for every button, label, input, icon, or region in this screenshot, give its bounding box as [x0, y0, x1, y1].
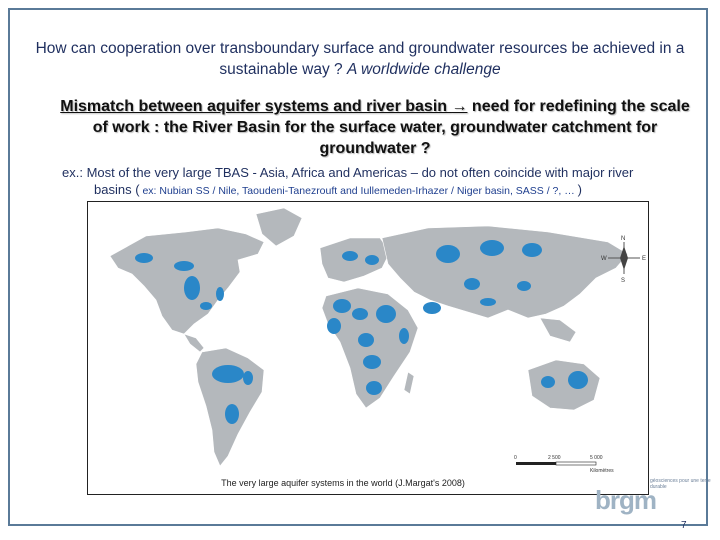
aquifer-nubian: [376, 305, 396, 323]
example-text: [62, 164, 692, 200]
aquifer-west-siberia: [436, 245, 460, 263]
australia: [528, 360, 600, 410]
compass-n: N: [621, 236, 626, 242]
aquifer-great-artesian: [568, 371, 588, 389]
slide-heading: [60, 96, 690, 159]
example-close: ): [577, 182, 582, 197]
europe: [320, 238, 390, 282]
aquifer-central-asia: [464, 278, 480, 290]
greenland: [256, 208, 302, 246]
aquifer-atlantic: [216, 287, 224, 301]
compass-w: W: [601, 256, 607, 262]
asia: [382, 226, 628, 318]
central-america: [184, 334, 204, 352]
map-svg: [88, 202, 648, 494]
aquifer-canning: [541, 376, 555, 388]
compass-e: E: [642, 256, 647, 262]
aquifer-ogaden: [399, 328, 409, 344]
logo-tagline: géosciences pour une terre durable: [650, 478, 711, 490]
aquifer-east-europe: [365, 255, 379, 265]
aquifer-yakutia: [522, 243, 542, 257]
heading-rest: need for redefining the scale of work : the River Basin for the surface water, groundwater catchment for groundwater ?: [92, 98, 690, 157]
map-caption: The very large aquifer systems in the world (J.Margat's 2008): [221, 478, 465, 488]
aquifer-gulf-coast: [200, 302, 212, 310]
aquifer-guarani: [225, 404, 239, 424]
aquifer-canada: [174, 261, 194, 271]
heading-underlined: [60, 98, 467, 115]
example-basins: basins (: [94, 182, 140, 197]
title-main: How can cooperation over transboundary surface and groundwater resources be achieved in a sustainable way ?: [35, 40, 685, 78]
slide-title: [20, 38, 700, 80]
aquifer-great-plains: [184, 276, 200, 300]
title-subtitle: A worldwide challenge: [346, 61, 501, 78]
example-line-2: [62, 181, 692, 200]
heading-underlined-text: Mismatch between aquifer systems and river basin: [60, 98, 452, 115]
aquifer-indus-ganges: [480, 298, 496, 306]
scale-bar: [514, 455, 614, 474]
example-list: ex: Nubian SS / Nile, Taoudeni-Tanezrouft and Iullemeden-Irhazer / Niger basin, SASS / ?, …: [139, 185, 578, 197]
aquifer-murzuk: [352, 308, 368, 320]
aquifer-nw-sahara: [333, 299, 351, 313]
southeast-asia: [540, 318, 576, 342]
aquifer-chad: [358, 333, 374, 347]
madagascar: [404, 372, 414, 394]
aquifer-tunguss: [480, 240, 504, 256]
aquifer-arabia: [423, 302, 441, 314]
example-line-1: ex.: Most of the very large TBAS - Asia, Africa and Americas – do not often coincide with major river: [62, 165, 634, 180]
aquifer-maranhao: [243, 371, 253, 385]
world-map: [87, 201, 649, 495]
arrow-icon: →: [451, 98, 468, 115]
aquifer-congo: [363, 355, 381, 369]
aquifer-north-china: [517, 281, 531, 291]
scale-label-5000: 5 000: [590, 455, 603, 461]
page-number: 7: [681, 520, 687, 531]
compass-s: S: [621, 278, 626, 284]
scale-unit: Kilomètres: [590, 468, 614, 474]
scale-label-0: 0: [514, 455, 517, 461]
aquifer-alaska: [135, 253, 153, 263]
aquifer-amazon: [212, 365, 244, 383]
aquifer-taoudeni: [327, 318, 341, 334]
scale-label-2500: 2 500: [548, 455, 561, 461]
aquifer-north-europe: [342, 251, 358, 261]
aquifer-kalahari: [366, 381, 382, 395]
brgm-logo: brgm: [595, 485, 656, 515]
